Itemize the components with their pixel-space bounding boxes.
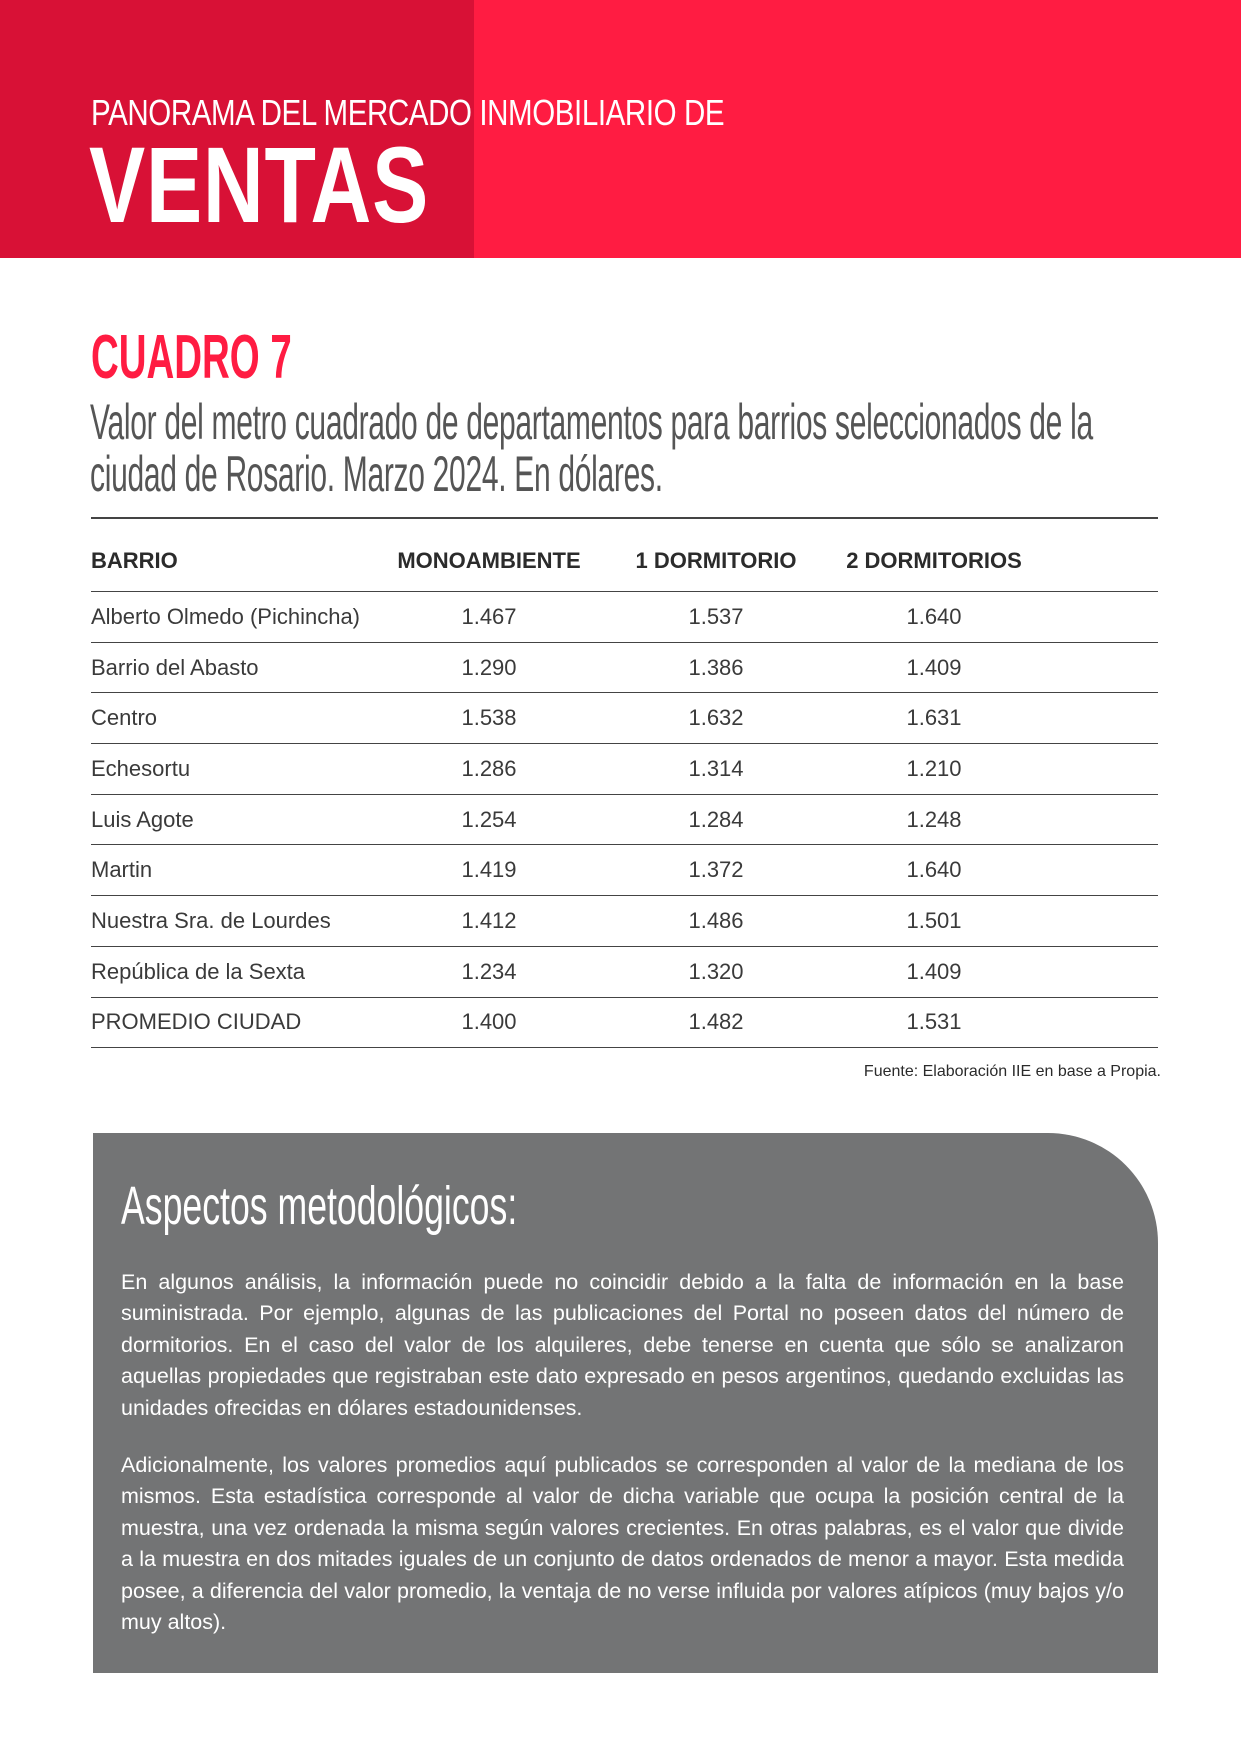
column-header-monoambiente: MONOAMBIENTE [371, 530, 607, 592]
cell-spacer [1043, 642, 1158, 693]
cell-spacer [1043, 744, 1158, 795]
cell-2-dormitorios: 1.409 [825, 642, 1043, 693]
cell-1-dormitorio: 1.537 [607, 592, 825, 643]
header-subtitle: PANORAMA DEL MERCADO INMOBILIARIO DE [91, 92, 725, 133]
column-header-spacer [1043, 530, 1158, 592]
cell-2-dormitorios: 1.501 [825, 896, 1043, 947]
table-row [91, 845, 1158, 896]
cell-barrio: República de la Sexta [91, 946, 371, 997]
cell-monoambiente: 1.254 [371, 794, 607, 845]
column-header-1-dormitorio: 1 DORMITORIO [607, 530, 825, 592]
table-top-rule [91, 517, 1158, 519]
cell-monoambiente: 1.419 [371, 845, 607, 896]
table-row [91, 642, 1158, 693]
table-row [91, 946, 1158, 997]
cell-2-dormitorios: 1.640 [825, 592, 1043, 643]
cell-monoambiente: 1.467 [371, 592, 607, 643]
cuadro-title: Valor del metro cuadrado de departamentos para barrios seleccionados de la ciudad de Rosario. Marzo 2024. En dólares. [90, 394, 1093, 502]
table-row [91, 896, 1158, 947]
cell-spacer [1043, 693, 1158, 744]
table-row [91, 794, 1158, 845]
cell-barrio: Martin [91, 845, 371, 896]
cell-1-dormitorio: 1.386 [607, 642, 825, 693]
methodology-paragraph-1: En algunos análisis, la información puede no coincidir debido a la falta de información en la base suministrada. Por ejemplo, algunas de las publicaciones del Portal no poseen datos del número de dormitorios. En el caso del valor de los alquileres, debe tenerse en cuenta que sólo se analizaron aquellas propiedades que registraban este dato expresado en pesos argentinos, quedando excluidas las unidades ofrecidas en dólares estadounidenses. [121, 1270, 1124, 1420]
table-row-average [91, 997, 1158, 1048]
cell-monoambiente: 1.234 [371, 946, 607, 997]
cell-2-dormitorios: 1.210 [825, 744, 1043, 795]
cell-2-dormitorios: 1.531 [825, 997, 1043, 1048]
table-row [91, 744, 1158, 795]
price-table [91, 530, 1158, 1048]
cell-2-dormitorios: 1.640 [825, 845, 1043, 896]
cell-spacer [1043, 592, 1158, 643]
cell-monoambiente: 1.400 [371, 997, 607, 1048]
cell-1-dormitorio: 1.320 [607, 946, 825, 997]
cell-spacer [1043, 794, 1158, 845]
table-row [91, 592, 1158, 643]
table-source-note: Fuente: Elaboración IIE en base a Propia. [863, 1063, 1161, 1080]
cell-spacer [1043, 997, 1158, 1048]
cell-2-dormitorios: 1.631 [825, 693, 1043, 744]
table-row [91, 693, 1158, 744]
cell-1-dormitorio: 1.284 [607, 794, 825, 845]
column-header-2-dormitorios: 2 DORMITORIOS [825, 530, 1043, 592]
cell-1-dormitorio: 1.632 [607, 693, 825, 744]
cell-spacer [1043, 946, 1158, 997]
cell-1-dormitorio: 1.372 [607, 845, 825, 896]
cell-barrio: Barrio del Abasto [91, 642, 371, 693]
cell-barrio: Centro [91, 693, 371, 744]
cell-2-dormitorios: 1.409 [825, 946, 1043, 997]
cell-monoambiente: 1.286 [371, 744, 607, 795]
methodology-paragraph-2: Adicionalmente, los valores promedios aquí publicados se corresponden al valor de la mediana de los mismos. Esta estadística corresponde al valor de dicha variable que ocupa la posición central de la muestra, una vez ordenada la misma según valores crecientes. En otras palabras, es el valor que divide a la muestra en dos mitades iguales de un conjunto de datos ordenados de menor a mayor. Esta medida posee, a diferencia del valor promedio, la ventaja de no verse influida por valores atípicos (muy bajos y/o muy altos). [121, 1453, 1124, 1635]
cell-1-dormitorio: 1.482 [607, 997, 825, 1048]
header-banner [0, 0, 1241, 258]
cuadro-label: CUADRO 7 [91, 323, 292, 392]
cell-1-dormitorio: 1.314 [607, 744, 825, 795]
cell-barrio: Luis Agote [91, 794, 371, 845]
table-header-row [91, 530, 1158, 592]
cell-2-dormitorios: 1.248 [825, 794, 1043, 845]
cell-1-dormitorio: 1.486 [607, 896, 825, 947]
cell-barrio: Echesortu [91, 744, 371, 795]
methodology-box [93, 1133, 1158, 1673]
cell-monoambiente: 1.412 [371, 896, 607, 947]
cell-barrio: Nuestra Sra. de Lourdes [91, 896, 371, 947]
header-title: VENTAS [89, 124, 430, 245]
cell-barrio: PROMEDIO CIUDAD [91, 997, 371, 1048]
cell-spacer [1043, 896, 1158, 947]
cell-monoambiente: 1.290 [371, 642, 607, 693]
cell-spacer [1043, 845, 1158, 896]
column-header-barrio: BARRIO [91, 530, 371, 592]
methodology-title: Aspectos metodológicos: [121, 1176, 518, 1236]
cell-barrio: Alberto Olmedo (Pichincha) [91, 592, 371, 643]
cell-monoambiente: 1.538 [371, 693, 607, 744]
